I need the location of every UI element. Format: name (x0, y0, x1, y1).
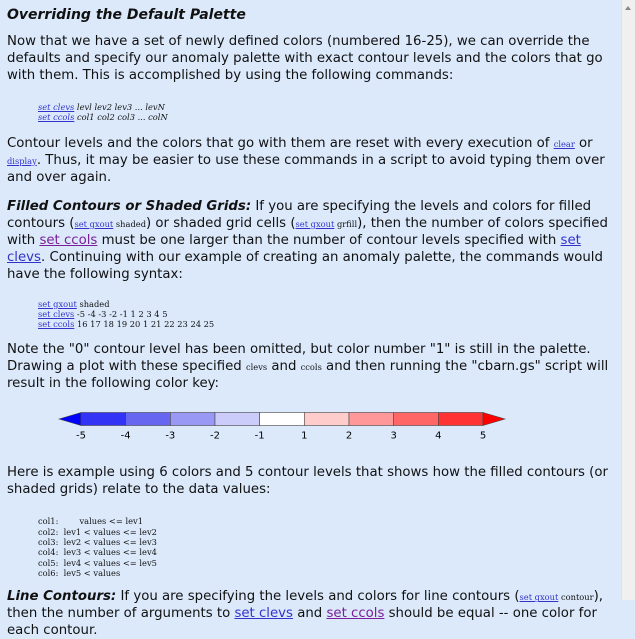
text: must be one larger than the number of contour levels specified with (97, 232, 561, 248)
code-line (38, 112, 622, 122)
code-line (38, 102, 622, 112)
code-line: col6: lev5 < values (38, 567, 121, 578)
code-block-anomaly (7, 299, 622, 330)
text: ) or shaded grid cells ( (146, 215, 296, 231)
color-key-tick-label: -5 (76, 430, 86, 442)
set-gxout-code-link[interactable]: set gxout (38, 298, 77, 309)
color-swatch (170, 413, 215, 426)
code-line: col2: lev1 < values <= lev2 (38, 526, 157, 537)
color-key-tick-label: 5 (479, 430, 487, 442)
filled-contours-paragraph (7, 198, 622, 283)
code-text: grfill (334, 218, 358, 229)
set-gxout-link[interactable]: set gxout (519, 592, 559, 603)
set-clevs-code-link[interactable]: set clevs (38, 308, 75, 319)
code-args: col1 col2 col3 ... colN (74, 112, 168, 123)
code-text: clevs (245, 362, 268, 373)
text: ), then the number of colors specified with (7, 215, 608, 248)
color-swatch (349, 413, 394, 426)
code-line: col3: lev2 < values <= lev3 (38, 537, 157, 548)
color-swatch (260, 413, 305, 426)
text: ), then the number of arguments to (7, 589, 604, 622)
text: . Thus, it may be easier to use these commands in a script to avoid typing them over and over again. (7, 152, 605, 185)
set-clevs-link[interactable]: set clevs (234, 606, 293, 622)
set-gxout-link[interactable]: set gxout (295, 218, 335, 229)
example-paragraph: Here is example using 6 colors and 5 contour levels that shows how the filled contours (or shaded grids) relate to the data values: (7, 465, 608, 498)
code-args: levl lev2 lev3 ... levN (74, 102, 165, 112)
text: or (574, 135, 593, 151)
color-swatch (81, 413, 126, 426)
code-line (38, 309, 622, 319)
color-key-bar (7, 406, 607, 458)
color-key-tick-label: -1 (254, 430, 265, 442)
clear-link[interactable]: clear (553, 138, 575, 149)
color-swatch (215, 413, 260, 426)
intro-paragraph: Now that we have a set of newly defined colors (numbered 16-25), we can override the defaults and specify our anomaly palette with exact contour levels and the colors that go with them. This is accomplished by using the following commands: (7, 34, 603, 83)
code-line: col5: lev4 < values <= lev5 (38, 557, 157, 568)
text: Contour levels and the colors that go with them are reset with every execution of (7, 135, 554, 151)
text: . Continuing with our example of creating an anomaly palette, the commands would have the following syntax: (7, 249, 603, 282)
code-block-clevs-ccols (7, 102, 622, 123)
color-swatch (438, 413, 483, 426)
code-text: ccols (300, 362, 322, 373)
color-swatch (394, 413, 439, 426)
subheading-filled-contours: Filled Contours or Shaded Grids: (7, 198, 252, 214)
set-clevs-link[interactable]: set clevs (7, 232, 581, 265)
code-text: shaded (113, 218, 146, 229)
vertical-scrollbar[interactable] (621, 0, 635, 600)
color-key-tick-label: -4 (120, 430, 131, 442)
code-args: 16 17 18 19 20 1 21 22 23 24 25 (74, 319, 215, 330)
set-ccols-code-link[interactable]: set ccols (38, 112, 75, 123)
set-gxout-link[interactable]: set gxout (74, 218, 114, 229)
color-key-tick-label: -2 (210, 430, 220, 442)
code-line: col4: lev3 < values <= lev4 (38, 547, 157, 558)
text: Note the "0" contour level has been omitted, but color number "1" is still in the palette. Drawing a plot with these specified (7, 342, 591, 375)
color-key-tick-label: 1 (301, 430, 308, 442)
color-swatch (126, 413, 171, 426)
set-ccols-link[interactable]: set ccols (326, 606, 385, 622)
color-key (7, 406, 622, 458)
code-block-levels (7, 516, 622, 578)
code-args: shaded (76, 298, 110, 309)
code-text: contour (558, 592, 594, 603)
code-line: col1: values <= lev1 (38, 516, 143, 527)
text: should be equal -- one color for each contour. (7, 606, 597, 639)
color-swatch (304, 413, 349, 426)
set-ccols-link[interactable]: set ccols (39, 232, 98, 248)
color-key-tick-label: 3 (390, 430, 397, 442)
color-swatch (483, 413, 505, 426)
code-args: -5 -4 -3 -2 -1 1 2 3 4 5 (74, 308, 168, 319)
text: and then running the "cbarn.gs" script will result in the following color key: (7, 359, 609, 392)
set-ccols-code-link[interactable]: set ccols (38, 319, 75, 330)
color-key-tick-label: 4 (435, 430, 442, 442)
code-line (38, 299, 622, 309)
text: and (292, 606, 327, 622)
subheading-line-contours: Line Contours: (7, 589, 117, 605)
display-link[interactable]: display (7, 155, 37, 166)
color-swatch (59, 413, 81, 426)
set-clevs-code-link[interactable]: set clevs (38, 102, 75, 112)
line-contours-paragraph (7, 588, 622, 639)
text: and (267, 359, 301, 375)
reset-paragraph (7, 135, 622, 186)
text: If you are specifying the levels and colors for line contours ( (116, 589, 520, 605)
code-line (38, 319, 622, 329)
scroll-up-arrow-icon[interactable] (625, 6, 631, 10)
text: If you are specifying the levels and colors for filled contours ( (7, 198, 592, 231)
color-key-tick-label: -3 (165, 430, 176, 442)
color-key-tick-label: 2 (345, 430, 353, 442)
note-paragraph (7, 341, 622, 392)
section-heading: Overriding the Default Palette (7, 7, 246, 23)
